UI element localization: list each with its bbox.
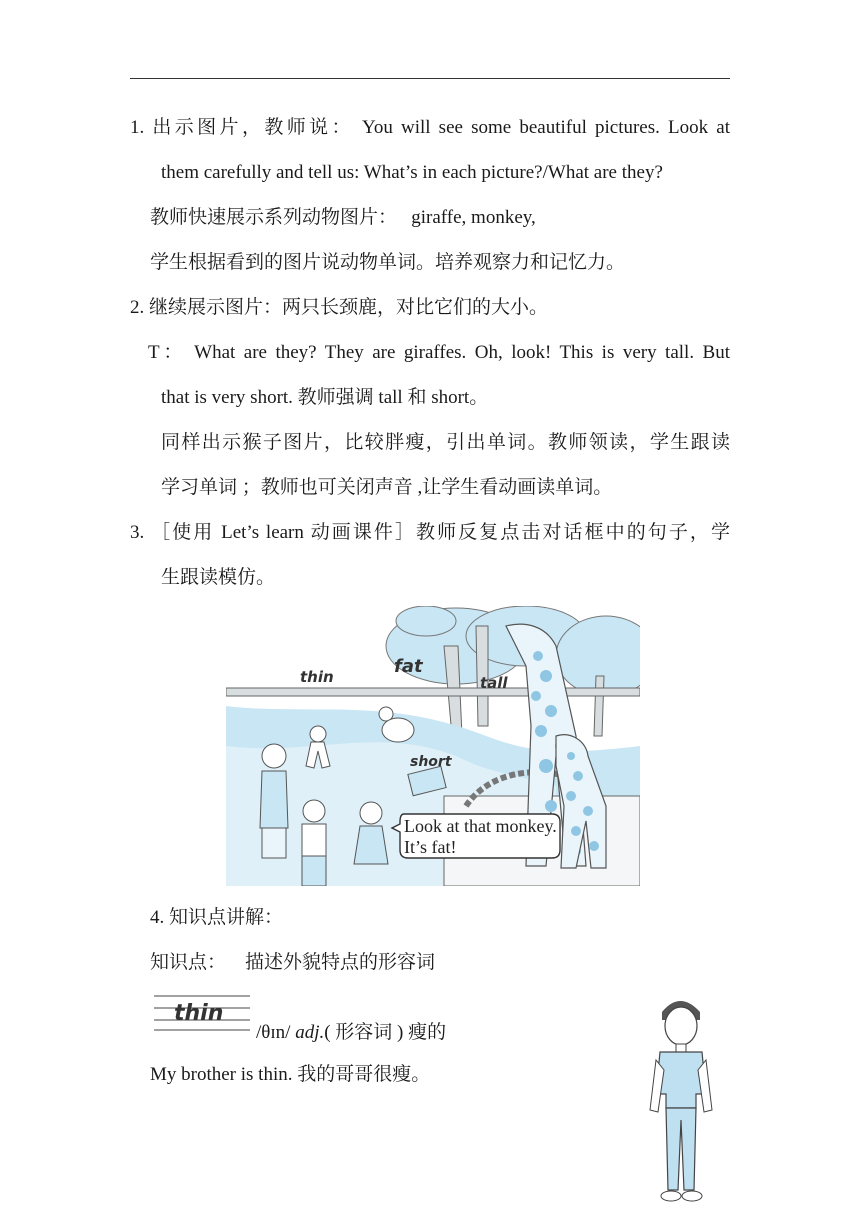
phonetic: /θɪn/ xyxy=(256,1022,291,1043)
word-card-text: thin xyxy=(174,1001,224,1026)
label-tall: tall xyxy=(480,674,508,692)
item1-line2: them carefully and tell us: What’s in each picture?/What are they? xyxy=(161,162,663,183)
item2-number: 2. xyxy=(130,297,145,318)
fence-top xyxy=(226,688,640,696)
point-label: 知识点： xyxy=(150,952,227,973)
label-short: short xyxy=(410,754,452,770)
item1-line1 xyxy=(130,116,730,140)
point-text: 描述外貌特点的形容词 xyxy=(245,952,436,973)
boy-figure xyxy=(302,800,326,886)
label-thin: thin xyxy=(300,668,334,686)
example-sentence: My brother is thin. 我的哥哥很瘦。 xyxy=(150,1064,431,1085)
item3-line1 xyxy=(130,521,730,545)
bubble-line2: It’s fat! xyxy=(404,837,457,857)
thin-boy-illustration xyxy=(640,990,722,1206)
item2-t-line xyxy=(148,341,730,365)
teacher-figure xyxy=(260,744,288,858)
word-definition xyxy=(256,1021,446,1045)
item2-line4: 同样出示猴子图片，比较胖瘦，引出单词。教师领读，学生跟读 xyxy=(161,432,730,453)
item1-line1-cn: 出示图片，教师说： xyxy=(152,117,354,138)
header-rule xyxy=(130,78,730,79)
item2-t-text: What are they? They are giraffes. Oh, look! This is very tall. But xyxy=(194,342,730,363)
item1-line1-en: You will see some beautiful pictures. Look at xyxy=(362,117,730,138)
label-fat: fat xyxy=(394,656,423,677)
meaning: ( 形容词 ) 瘦的 xyxy=(324,1022,447,1043)
item2-line1-text: 继续展示图片：两只长颈鹿，对比它们的大小。 xyxy=(149,297,549,318)
zoo-illustration xyxy=(226,606,640,886)
item2-line5: 学习单词 ；教师也可关闭声音 ,让学生看动画读单词。 xyxy=(161,477,613,498)
item1-line3-en: giraffe, monkey, xyxy=(411,207,536,228)
speech-bubble xyxy=(392,814,560,858)
item2-line1 xyxy=(130,296,548,320)
item1-line4: 学生根据看到的图片说动物单词。培养观察力和记忆力。 xyxy=(150,252,626,273)
item1-line3-cn: 教师快速展示系列动物图片： xyxy=(150,207,398,228)
item2-t-label: T： xyxy=(148,342,187,363)
item1-number: 1. xyxy=(130,117,145,138)
item2-line3: that is very short. 教师强调 tall 和 short。 xyxy=(161,387,489,408)
item3-line2: 生跟读模仿。 xyxy=(161,567,276,588)
word-card-thin xyxy=(152,990,252,1034)
bubble-line1: Look at that monkey. xyxy=(404,816,557,836)
knowledge-point xyxy=(150,951,435,975)
item3-number: 3. xyxy=(130,522,145,543)
item4-heading: 4. 知识点讲解： xyxy=(150,907,284,928)
part-of-speech: adj. xyxy=(295,1022,325,1043)
item3-line1-text: ［使用 Let’s learn 动画课件］教师反复点击对话框中的句子，学 xyxy=(151,522,731,543)
item1-line3 xyxy=(150,206,536,230)
